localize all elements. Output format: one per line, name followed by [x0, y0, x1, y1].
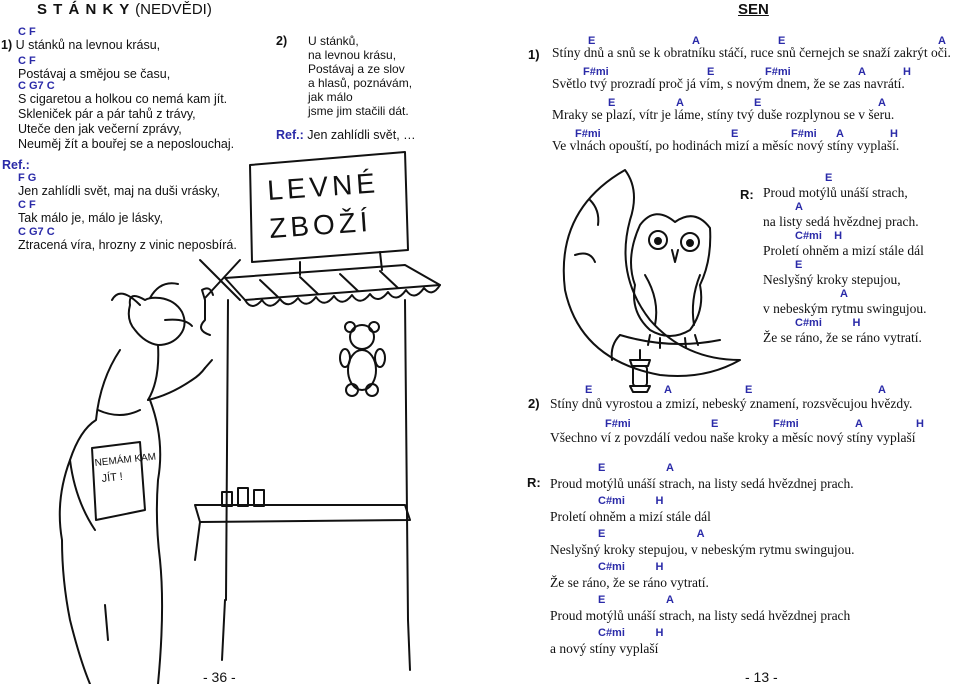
lyric-line: jak málo: [308, 90, 353, 104]
chord: E: [778, 35, 786, 47]
lyric-line: Všechno ví z povzdálí vedou naše kroky a měsíc nový stíny vyplaší: [550, 430, 916, 445]
lyric-line: Uteče den jak večerní zprávy,: [18, 122, 182, 136]
refrain-label: R:: [740, 187, 754, 202]
chord: H: [916, 418, 924, 430]
lyric-line: na listy sedá hvězdnej prach.: [763, 214, 919, 229]
lyric-line: Proud motýlů unáší strach,: [763, 185, 908, 200]
chord: E: [825, 172, 833, 184]
owl-icon: [631, 214, 710, 348]
apron-text-line1: NEMÁM KAM: [94, 451, 157, 469]
chord: F#mi: [583, 66, 609, 78]
lyric-line: Proletí ohněm a mizí stále dál: [550, 509, 711, 524]
refrain2-label: R:: [527, 475, 541, 490]
chord-line: C#mi H: [598, 627, 664, 639]
lyric-line: Proud motýlů unáší strach, na listy sedá hvězdnej prach.: [550, 476, 854, 491]
page-number-right: - 13 -: [745, 669, 778, 685]
chord-line: E A: [598, 528, 705, 540]
chord-line: F G: [18, 172, 37, 184]
lyric-line: Že se ráno, že se ráno vytratí.: [550, 575, 709, 590]
chord: A: [840, 288, 848, 300]
lyric-line: Stíny dnů a snů se k obratníku stáčí, ruce snů černejch se snaží zakrýt oči.: [552, 45, 951, 60]
verse-number: 2): [528, 396, 540, 411]
title-subtitle: (NEDVĚDI): [135, 1, 212, 18]
lyric-line: Stíny dnů vyrostou a zmizí, nebeský znamení, rozsvěcujou hvězdy.: [550, 396, 913, 411]
lyric-line: Neslyšný kroky stepujou,: [763, 272, 901, 287]
lyric-line: na levnou krásu,: [308, 48, 397, 62]
chord: F#mi: [791, 128, 817, 140]
lyric-line: Skleniček pár a pár tahů z trávy,: [18, 107, 196, 121]
lyric-line: a hlasů, poznávám,: [308, 76, 413, 90]
lyric-line: 1) U stánků na levnou krásu,: [1, 38, 161, 52]
lyric-line: Tak málo je, málo je lásky,: [18, 211, 163, 225]
lyric-line: Že se ráno, že se ráno vytratí.: [763, 330, 922, 345]
sign-text-line1: LEVNÉ: [266, 167, 380, 206]
lyric-line: Postávaj a smějou se času,: [18, 67, 171, 81]
chord: A: [878, 384, 886, 396]
chord-line: E A: [598, 594, 674, 606]
chord: A: [855, 418, 863, 430]
chord-line: C F: [18, 55, 36, 67]
lyric-line: Neslyšný kroky stepujou, v nebeským rytmu swingujou.: [550, 542, 855, 557]
teddy-bear: [340, 322, 385, 396]
refrain-label: Ref.:: [276, 128, 304, 142]
lyric-line: S cigaretou a holkou co nemá kam jít.: [18, 92, 228, 106]
chord: F#mi: [575, 128, 601, 140]
lyric-line: jsme jim stačili dát.: [308, 104, 409, 118]
lyric-line: Neuměj žít a bouřej se a neposlouchaj.: [18, 137, 235, 151]
chord: C#mi H: [795, 317, 861, 329]
refrain-reference-text: Jen zahlídli svět, …: [307, 128, 416, 142]
verse-number: 2): [276, 34, 288, 48]
chord-line: C G7 C: [18, 80, 55, 92]
chord: A: [836, 128, 844, 140]
chord: E: [707, 66, 715, 78]
chord: A: [795, 201, 803, 213]
lyric-line: Ve vlnách opouští, po hodinách mizí a měsíc nový stíny vyplaší.: [552, 138, 900, 153]
page-number-left: - 36 -: [203, 669, 236, 685]
woman-figure: [60, 283, 212, 684]
lyric-line: a nový stíny vyplaší: [550, 641, 659, 656]
chord: E: [795, 259, 803, 271]
chord-line: C#mi H: [598, 495, 664, 507]
refrain-label: Ref.:: [2, 158, 30, 172]
lyric-line: Jen zahlídli svět, maj na duši vrásky,: [18, 184, 220, 198]
chord-line: C F: [18, 199, 36, 211]
chord: E: [711, 418, 719, 430]
lyric-line: Postávaj a ze slov: [308, 62, 405, 76]
chord: E: [754, 97, 762, 109]
title-text: S T Á N K Y: [37, 1, 130, 18]
chord: F#mi: [605, 418, 631, 430]
chord: C#mi H: [795, 230, 843, 242]
chord: H: [890, 128, 898, 140]
chord: A: [858, 66, 866, 78]
verse-number: 1): [528, 47, 540, 62]
chord: H: [903, 66, 911, 78]
song-title-sen: SEN: [738, 1, 769, 18]
lyric-line: U stánků,: [308, 34, 359, 48]
chord: F#mi: [765, 66, 791, 78]
awning: [225, 265, 440, 300]
chord-line: C G7 C: [18, 226, 55, 238]
chord: E: [585, 384, 593, 396]
lyric-text: U stánků na levnou krásu,: [15, 38, 161, 52]
chord: E: [588, 35, 596, 47]
chord: E: [745, 384, 753, 396]
lyric-line: Proletí ohněm a mizí stále dál: [763, 243, 924, 258]
lyric-line: Mraky se plazí, vítr je láme, stíny tvý duše rozplynou se v šeru.: [552, 107, 895, 122]
chord: A: [664, 384, 672, 396]
lyric-line: Světlo tvý prozradí proč já vím, s novým dnem, že se zas navrátí.: [552, 76, 905, 91]
lyric-line: v nebeským rytmu swingujou.: [763, 301, 927, 316]
apron-text-line2: JÍT !: [101, 470, 124, 485]
chord: A: [878, 97, 886, 109]
chord: A: [692, 35, 700, 47]
chord: F#mi: [773, 418, 799, 430]
sign-board: [250, 152, 408, 262]
chord-line: E A: [598, 462, 674, 474]
chord: E: [608, 97, 616, 109]
chord: A: [676, 97, 684, 109]
chord: E: [731, 128, 739, 140]
chord: A: [938, 35, 946, 47]
lyric-line: Proud motýlů unáší strach, na listy sedá hvězdnej prach: [550, 608, 851, 623]
chord-line: C#mi H: [598, 561, 664, 573]
sign-text-line2: ZBOŽÍ: [268, 205, 373, 244]
lyric-line: Ztracená víra, hrozny z vinic neposbírá.: [18, 238, 237, 252]
chord-line: C F: [18, 26, 36, 38]
